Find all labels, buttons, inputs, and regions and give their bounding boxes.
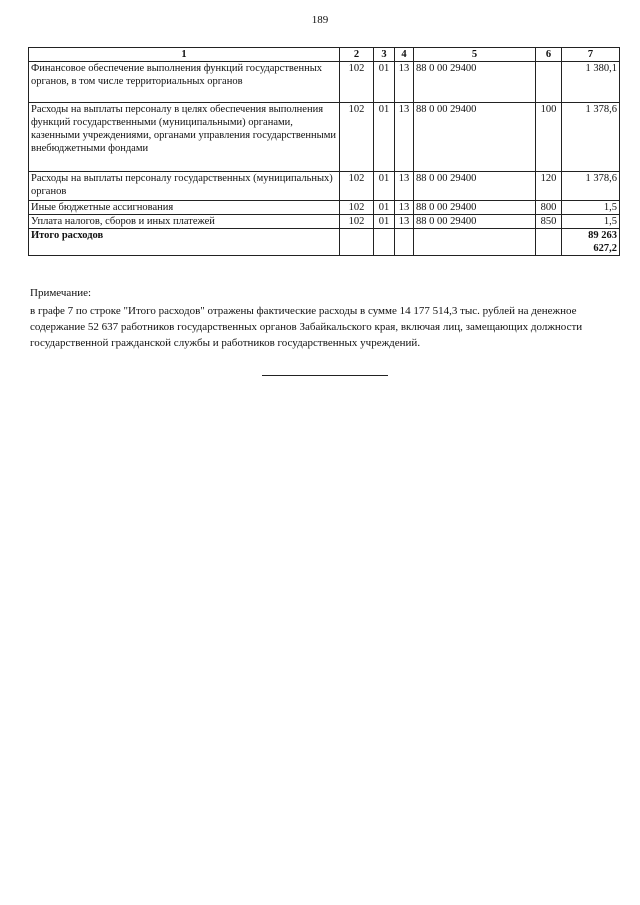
row-col-3: 01	[374, 62, 395, 103]
page-number: 189	[311, 14, 329, 26]
row-sum: 1 378,6	[562, 172, 620, 201]
row-sum: 1 378,6	[562, 103, 620, 172]
table-row	[29, 215, 620, 229]
total-empty-cell	[536, 229, 562, 256]
table-row	[29, 103, 620, 172]
row-name: Иные бюджетные ассигнования	[29, 201, 340, 215]
total-empty-cell	[340, 229, 374, 256]
table-row	[29, 172, 620, 201]
row-col-3: 01	[374, 201, 395, 215]
row-col-4: 13	[395, 201, 414, 215]
row-col-3: 01	[374, 103, 395, 172]
header-col-5: 5	[414, 48, 536, 62]
row-col-2: 102	[340, 201, 374, 215]
table-row	[29, 201, 620, 215]
row-col-5: 88 0 00 29400	[414, 201, 536, 215]
row-col-4: 13	[395, 62, 414, 103]
row-col-6	[536, 62, 562, 103]
row-name: Уплата налогов, сборов и иных платежей	[29, 215, 340, 229]
header-col-6: 6	[536, 48, 562, 62]
end-separator-line	[262, 375, 388, 376]
header-col-1: 1	[29, 48, 340, 62]
row-col-4: 13	[395, 215, 414, 229]
total-empty-cell	[374, 229, 395, 256]
header-col-4: 4	[395, 48, 414, 62]
header-col-3: 3	[374, 48, 395, 62]
row-col-2: 102	[340, 215, 374, 229]
total-empty-cell	[395, 229, 414, 256]
row-name: Расходы на выплаты персоналу государственных (муниципальных) органов	[29, 172, 340, 201]
row-col-4: 13	[395, 172, 414, 201]
row-col-5: 88 0 00 29400	[414, 215, 536, 229]
note-block	[30, 285, 620, 351]
header-col-7: 7	[562, 48, 620, 62]
row-col-5: 88 0 00 29400	[414, 103, 536, 172]
note-text: в графе 7 по строке "Итого расходов" отражены фактические расходы в сумме 14 177 514,3 тыс. рублей на денежное содержание 52 637 работников государственных органов Забайкальского края, включая лиц, замещающих должности государственной гражданской службы и работников государственных учреждений.	[30, 305, 583, 349]
row-col-2: 102	[340, 172, 374, 201]
total-row	[29, 229, 620, 256]
header-col-2: 2	[340, 48, 374, 62]
row-col-6: 100	[536, 103, 562, 172]
row-col-6: 850	[536, 215, 562, 229]
total-sum: 89 263 627,2	[562, 229, 620, 256]
total-label: Итого расходов	[29, 229, 340, 256]
row-col-6: 120	[536, 172, 562, 201]
row-col-2: 102	[340, 62, 374, 103]
row-name: Расходы на выплаты персоналу в целях обеспечения выполнения функций государственными (муниципальными) органами, казенными учреждениями, органами управления государственными внебюджетными фондами	[29, 103, 340, 172]
row-col-4: 13	[395, 103, 414, 172]
row-col-3: 01	[374, 172, 395, 201]
row-sum: 1 380,1	[562, 62, 620, 103]
row-col-5: 88 0 00 29400	[414, 62, 536, 103]
row-sum: 1,5	[562, 201, 620, 215]
table-header-row	[29, 48, 620, 62]
row-col-2: 102	[340, 103, 374, 172]
row-col-3: 01	[374, 215, 395, 229]
row-col-6: 800	[536, 201, 562, 215]
row-sum: 1,5	[562, 215, 620, 229]
note-title: Примечание:	[30, 287, 92, 299]
row-col-5: 88 0 00 29400	[414, 172, 536, 201]
total-empty-cell	[414, 229, 536, 256]
table-row	[29, 62, 620, 103]
budget-table	[28, 47, 620, 256]
row-name: Финансовое обеспечение выполнения функций государственных органов, в том числе территориальных органов	[29, 62, 340, 103]
